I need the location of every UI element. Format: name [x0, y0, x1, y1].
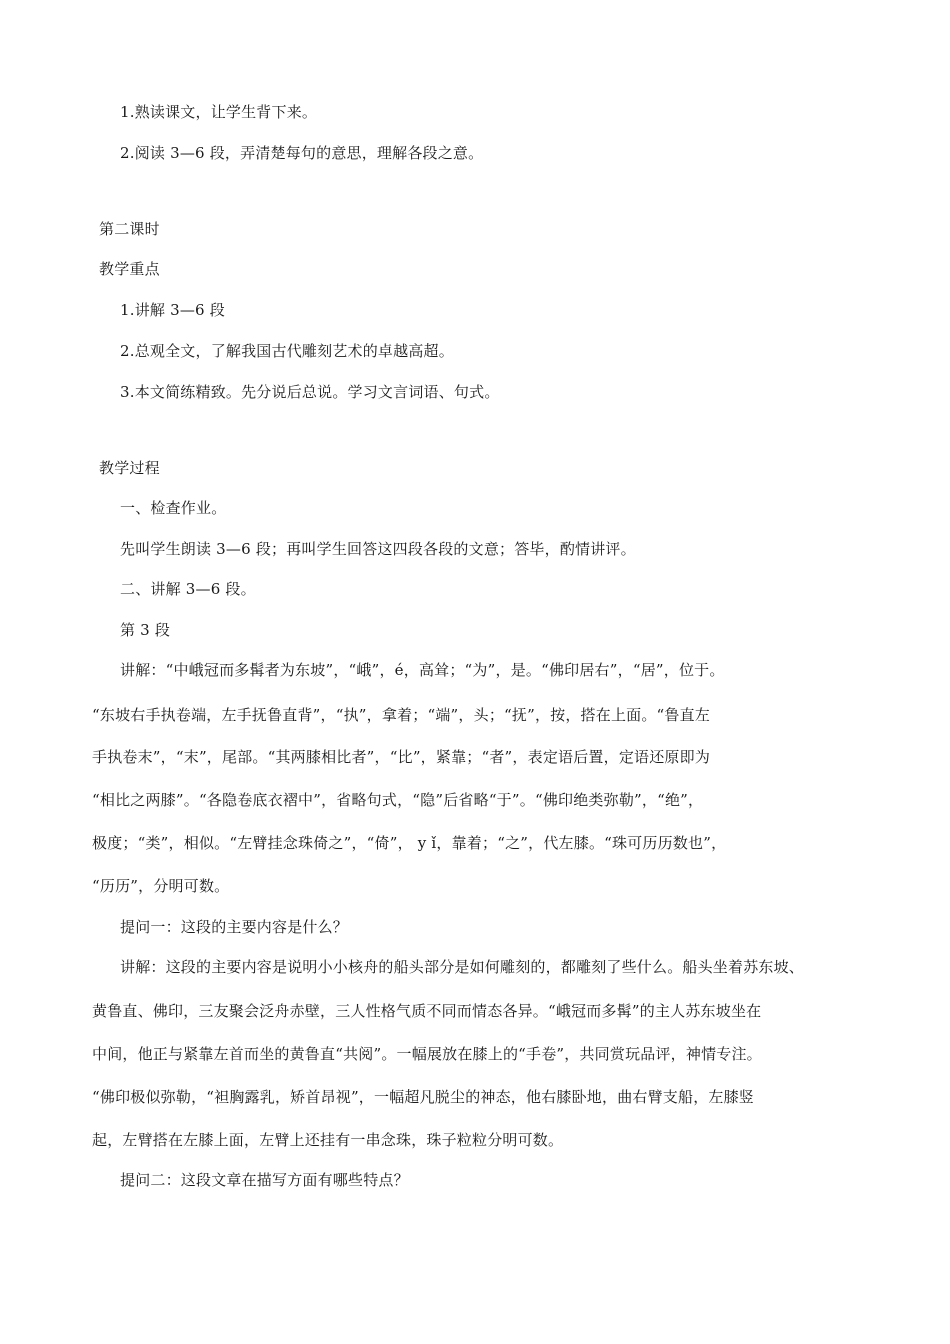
focus-heading: 教学重点 — [99, 260, 160, 278]
answer-1-line: 起，左臂搭在左膝上面，左臂上还挂有一串念珠，珠子粒粒分明可数。 — [92, 1131, 564, 1149]
focus-item-2: 2.总观全文，了解我国古代雕刻艺术的卓越高超。 — [120, 342, 454, 360]
step-2: 二、讲解 3—6 段。 — [120, 580, 256, 598]
lesson-title: 第二课时 — [99, 220, 160, 238]
question-2: 提问二：这段文章在描写方面有哪些特点？ — [120, 1171, 409, 1189]
process-heading: 教学过程 — [99, 459, 160, 477]
answer-1-line: 讲解：这段的主要内容是说明小小核舟的船头部分是如何雕刻的，都雕刻了些什么。船头坐着苏东坡、 — [120, 958, 805, 976]
para3-line: “东坡右手执卷端，左手抚鲁直背”，“执”，拿着；“端”，头；“抚”，按，搭在上面。“鲁直左 — [92, 706, 711, 724]
para3-line: “相比之两膝”。“各隐卷底衣褶中”，省略句式，“隐”后省略“于”。“佛印绝类弥勒”，“绝”， — [92, 791, 704, 809]
step-1: 一、检查作业。 — [120, 499, 227, 517]
focus-item-1: 1.讲解 3—6 段 — [120, 301, 225, 319]
para3-line: 手执卷末”，“末”，尾部。“其两膝相比者”，“比”，紧靠；“者”，表定语后置，定语还原即为 — [92, 748, 711, 766]
para3-line: 讲解：“中峨冠而多髯者为东坡”，“峨”，é，高耸；“为”，是。“佛印居右”，“居”，位于。 — [120, 661, 725, 679]
para3-line: “历历”，分明可数。 — [92, 877, 230, 895]
answer-1-line: 中间，他正与紧靠左首而坐的黄鲁直“共阅”。一幅展放在膝上的“手卷”，共同赏玩品评，神情专注。 — [92, 1045, 762, 1063]
homework-item-2: 2.阅读 3—6 段，弄清楚每句的意思，理解各段之意。 — [120, 144, 484, 162]
para3-title: 第 3 段 — [120, 621, 171, 639]
homework-item-1: 1.熟读课文，让学生背下来。 — [120, 103, 318, 121]
para3-line: 极度；“类”，相似。“左臂挂念珠倚之”，“倚”， y ǐ，靠着；“之”，代左膝。“珠可历历数也”， — [92, 834, 727, 852]
answer-1-line: “佛印极似弥勒，“袒胸露乳，矫首昂视”，一幅超凡脱尘的神态，他右膝卧地，曲右臂支船，左膝竖 — [92, 1088, 755, 1106]
step-1-detail: 先叫学生朗读 3—6 段；再叫学生回答这四段各段的文意；答毕，酌情讲评。 — [120, 540, 636, 558]
focus-item-3: 3.本文简练精致。先分说后总说。学习文言词语、句式。 — [120, 383, 500, 401]
question-1: 提问一：这段的主要内容是什么？ — [120, 918, 349, 936]
answer-1-line: 黄鲁直、佛印，三友聚会泛舟赤壁，三人性格气质不同而情态各异。“峨冠而多髯”的主人苏东坡坐在 — [92, 1002, 762, 1020]
